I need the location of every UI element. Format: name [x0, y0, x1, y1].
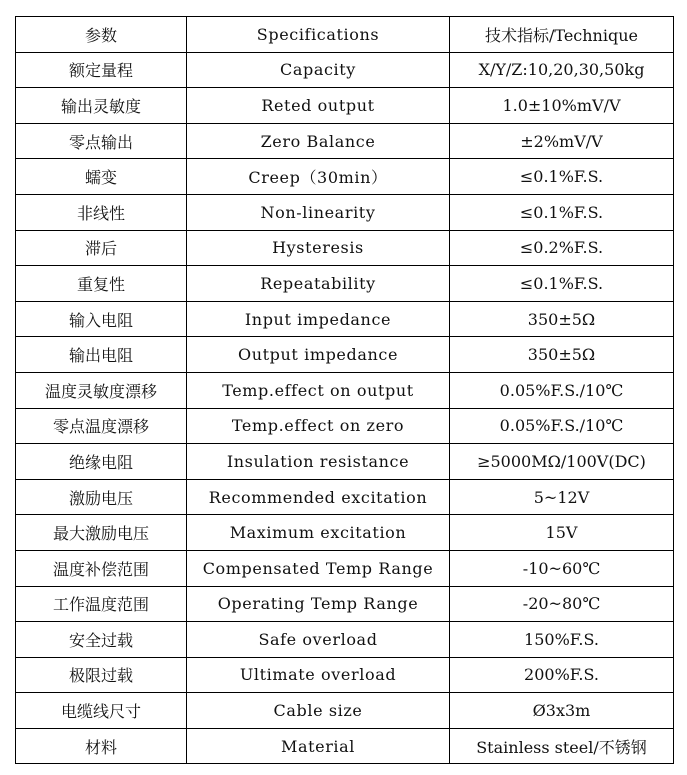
param-cn: 极限过载: [16, 657, 187, 693]
param-cn: 材料: [16, 728, 187, 764]
table-row: [16, 88, 674, 124]
param-en: Safe overload: [187, 622, 450, 658]
param-en: Non-linearity: [187, 194, 450, 230]
table-row: [16, 622, 674, 658]
table-row: [16, 693, 674, 729]
table-row: [16, 444, 674, 480]
param-value: -20~80℃: [450, 586, 674, 622]
param-en: Creep（30min）: [187, 159, 450, 195]
table-row: [16, 728, 674, 764]
param-cn: 蠕变: [16, 159, 187, 195]
table-row: [16, 479, 674, 515]
param-en: Zero Balance: [187, 123, 450, 159]
param-value: 350±5Ω: [450, 337, 674, 373]
param-value: ±2%mV/V: [450, 123, 674, 159]
param-cn: 零点输出: [16, 123, 187, 159]
param-value: Ø3x3m: [450, 693, 674, 729]
param-en: Recommended excitation: [187, 479, 450, 515]
param-en: Input impedance: [187, 301, 450, 337]
specifications-table: [15, 16, 674, 764]
param-en: Ultimate overload: [187, 657, 450, 693]
table-header-row: [16, 17, 674, 53]
table-row: [16, 515, 674, 551]
param-en: Cable size: [187, 693, 450, 729]
param-en: Temp.effect on zero: [187, 408, 450, 444]
param-cn: 电缆线尺寸: [16, 693, 187, 729]
param-en: Hysteresis: [187, 230, 450, 266]
param-en: Compensated Temp Range: [187, 550, 450, 586]
param-en: Operating Temp Range: [187, 586, 450, 622]
param-value: 350±5Ω: [450, 301, 674, 337]
param-value: ≤0.1%F.S.: [450, 194, 674, 230]
header-en: Specifications: [187, 17, 450, 53]
param-cn: 输入电阻: [16, 301, 187, 337]
param-en: Repeatability: [187, 266, 450, 302]
table-row: [16, 550, 674, 586]
param-value: ≤0.2%F.S.: [450, 230, 674, 266]
param-cn: 最大激励电压: [16, 515, 187, 551]
param-value: 200%F.S.: [450, 657, 674, 693]
table-row: [16, 52, 674, 88]
param-en: Temp.effect on output: [187, 372, 450, 408]
param-en: Insulation resistance: [187, 444, 450, 480]
param-cn: 温度灵敏度漂移: [16, 372, 187, 408]
table-body: [16, 52, 674, 764]
param-cn: 工作温度范围: [16, 586, 187, 622]
param-en: Output impedance: [187, 337, 450, 373]
param-value: ≤0.1%F.S.: [450, 266, 674, 302]
param-en: Reted output: [187, 88, 450, 124]
table-row: [16, 372, 674, 408]
param-value: 1.0±10%mV/V: [450, 88, 674, 124]
param-cn: 绝缘电阻: [16, 444, 187, 480]
param-cn: 滞后: [16, 230, 187, 266]
header-cn: 参数: [16, 17, 187, 53]
table-row: [16, 301, 674, 337]
param-cn: 重复性: [16, 266, 187, 302]
param-value: 0.05%F.S./10℃: [450, 372, 674, 408]
param-cn: 零点温度漂移: [16, 408, 187, 444]
param-value: 15V: [450, 515, 674, 551]
table-row: [16, 408, 674, 444]
param-cn: 安全过载: [16, 622, 187, 658]
param-cn: 非线性: [16, 194, 187, 230]
param-cn: 输出电阻: [16, 337, 187, 373]
param-en: Capacity: [187, 52, 450, 88]
param-cn: 输出灵敏度: [16, 88, 187, 124]
param-cn: 激励电压: [16, 479, 187, 515]
param-value: 150%F.S.: [450, 622, 674, 658]
header-value: 技术指标/Technique: [450, 17, 674, 53]
param-value: ≥5000MΩ/100V(DC): [450, 444, 674, 480]
param-en: Maximum excitation: [187, 515, 450, 551]
param-value: -10~60℃: [450, 550, 674, 586]
table-row: [16, 159, 674, 195]
param-en: Material: [187, 728, 450, 764]
table-row: [16, 230, 674, 266]
param-cn: 温度补偿范围: [16, 550, 187, 586]
table-row: [16, 337, 674, 373]
param-cn: 额定量程: [16, 52, 187, 88]
table-row: [16, 657, 674, 693]
param-value: 5~12V: [450, 479, 674, 515]
param-value: Stainless steel/不锈钢: [450, 728, 674, 764]
table-row: [16, 586, 674, 622]
param-value: 0.05%F.S./10℃: [450, 408, 674, 444]
table-row: [16, 194, 674, 230]
table-row: [16, 123, 674, 159]
table-row: [16, 266, 674, 302]
param-value: X/Y/Z:10,20,30,50kg: [450, 52, 674, 88]
param-value: ≤0.1%F.S.: [450, 159, 674, 195]
